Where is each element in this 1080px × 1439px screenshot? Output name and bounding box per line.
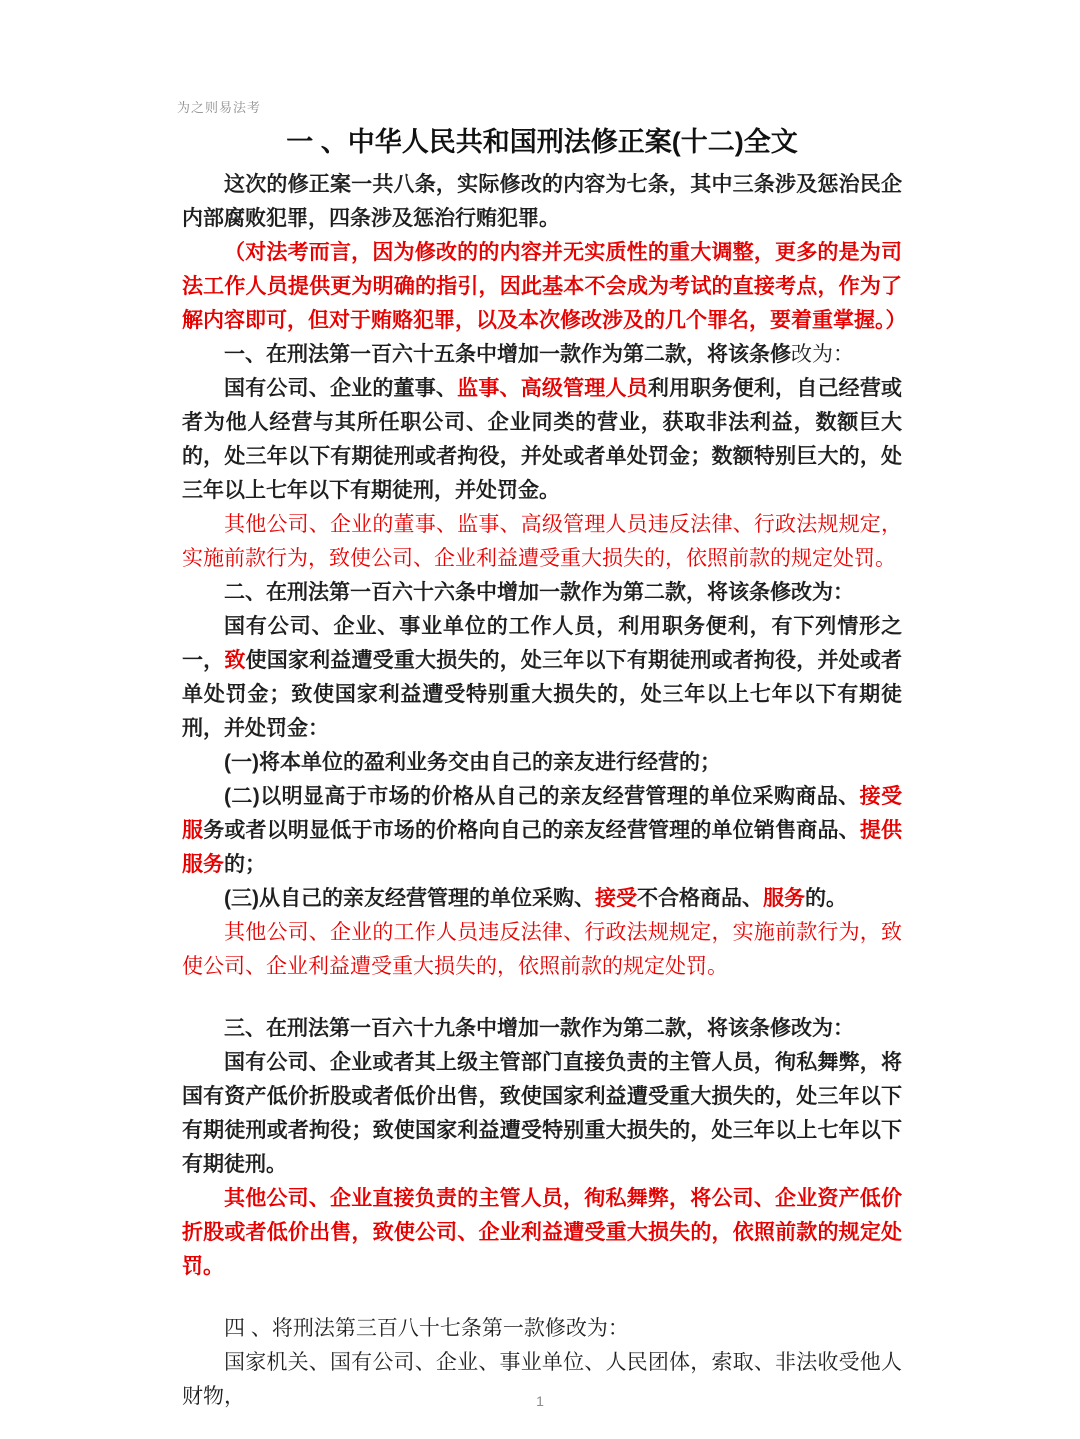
item-2-paragraph xyxy=(182,780,902,882)
exam-note-paragraph xyxy=(182,236,907,338)
body-text: 国有公司、企业的董事、 xyxy=(224,377,458,400)
body-text: 使国家利益遭受重大损失的，处三年以下有期徒刑或者拘役，并处或者单处罚金；致使国家利益遭受特别重大损失的，处三年以上七年以下有期徒刑，并处罚金： xyxy=(182,649,903,740)
emphasis-red-text: 监事、高级管理人员 xyxy=(457,377,648,400)
body-text: 这次的修正案一共八条，实际修改的内容为七条，其中三条涉及惩治民企内部腐败犯罪，四条涉及惩治行贿犯罪。 xyxy=(182,173,902,230)
body-text: 不合格商品、 xyxy=(637,887,763,910)
emphasis-red-text: 服务 xyxy=(763,887,805,910)
body-text: 改为： xyxy=(791,343,854,366)
watermark-text: 为之则易法考 xyxy=(177,100,262,115)
section-3-paragraph xyxy=(182,1046,902,1182)
section-2-other-companies-paragraph xyxy=(182,916,902,984)
section-3-other-companies-paragraph xyxy=(182,1182,902,1284)
emphasis-red-text: （对法考而言，因为修改的的内容并无实质性的重大调整，更多的是为司法工作人员提供更为明确的指引，因此基本不会成为考试的直接考点，作为了解内容即可，但对于贿赂犯罪，以及本次修改涉及的几个罪名，要着重掌握。） xyxy=(182,241,907,332)
body-text: 国有公司、企业、事业单位的工作人员，利用职务便利，有下列情形之一， xyxy=(182,615,902,672)
emphasis-red-text: 接受 xyxy=(595,887,637,910)
body-text: (一)将本单位的盈利业务交由自己的亲友进行经营的； xyxy=(224,751,721,774)
emphasis-red-text: 提供服务 xyxy=(182,819,903,876)
body-text: 一、在刑法第一百六十五条中增加一款作为第二款，将该条修 xyxy=(224,343,791,366)
section-2-heading xyxy=(182,576,902,610)
body-text: 国家机关、国有公司、企业、事业单位、人民团体，索取、非法收受他人财物， xyxy=(182,1351,902,1408)
page-number: 1 xyxy=(536,1393,544,1409)
body-text: 务或者以明显低于市场的价格向自己的亲友经营管理的单位销售商品、 xyxy=(203,819,860,842)
emphasis-red-text: 其他公司、企业直接负责的主管人员，徇私舞弊，将公司、企业资产低价折股或者低价出售，致使公司、企业利益遭受重大损失的，依照前款的规定处罚。 xyxy=(182,1187,902,1278)
paragraph-gap xyxy=(182,1284,902,1312)
body-text: 利用职务便利，自己经营或者为他人经营与其所任职公司、企业同类的营业，获取非法利益，数额巨大的，处三年以下有期徒刑或者拘役，并处或者单处罚金；数额特别巨大的，处三年以上七年以下有期徒刑，并处罚金。 xyxy=(182,377,903,502)
body-text: (三)从自己的亲友经营管理的单位采购、 xyxy=(224,887,595,910)
document-body xyxy=(182,168,907,1414)
item-1-paragraph xyxy=(182,746,902,780)
body-text: 的； xyxy=(224,853,266,876)
emphasis-red-text: 致 xyxy=(224,649,246,672)
emphasis-red-text: 其他公司、企业的董事、监事、高级管理人员违反法律、行政法规规定，实施前款行为，致使公司、企业利益遭受重大损失的，依照前款的规定处罚。 xyxy=(182,513,902,570)
document-title: 一 、中华人民共和国刑法修正案(十二)全文 xyxy=(286,127,798,157)
body-text: 二、在刑法第一百六十六条中增加一款作为第二款，将该条修改为： xyxy=(224,581,854,604)
item-3-paragraph xyxy=(182,882,902,916)
body-text: (二)以明显高于市场的价格从自己的亲友经营管理的单位采购商品、 xyxy=(224,785,860,808)
section-1-paragraph xyxy=(182,372,902,508)
section-3-heading xyxy=(182,1012,902,1046)
emphasis-red-text: 接受服 xyxy=(182,785,903,842)
section-4-heading xyxy=(182,1312,902,1346)
body-text: 四 、将刑法第三百八十七条第一款修改为： xyxy=(224,1317,629,1340)
body-text: 三、在刑法第一百六十九条中增加一款作为第二款，将该条修改为： xyxy=(224,1017,854,1040)
section-1-other-companies-paragraph xyxy=(182,508,902,576)
emphasis-red-text: 其他公司、企业的工作人员违反法律、行政法规规定，实施前款行为，致使公司、企业利益遭受重大损失的，依照前款的规定处罚。 xyxy=(182,921,902,978)
paragraph-gap xyxy=(182,984,902,1012)
intro-paragraph xyxy=(182,168,902,236)
section-2-paragraph xyxy=(182,610,902,746)
body-text: 国有公司、企业或者其上级主管部门直接负责的主管人员，徇私舞弊，将国有资产低价折股或者低价出售，致使国家利益遭受重大损失的，处三年以下有期徒刑或者拘役；致使国家利益遭受特别重大损失的，处三年以上七年以下有期徒刑。 xyxy=(182,1051,902,1176)
body-text: 的。 xyxy=(805,887,847,910)
section-1-heading xyxy=(182,338,902,372)
